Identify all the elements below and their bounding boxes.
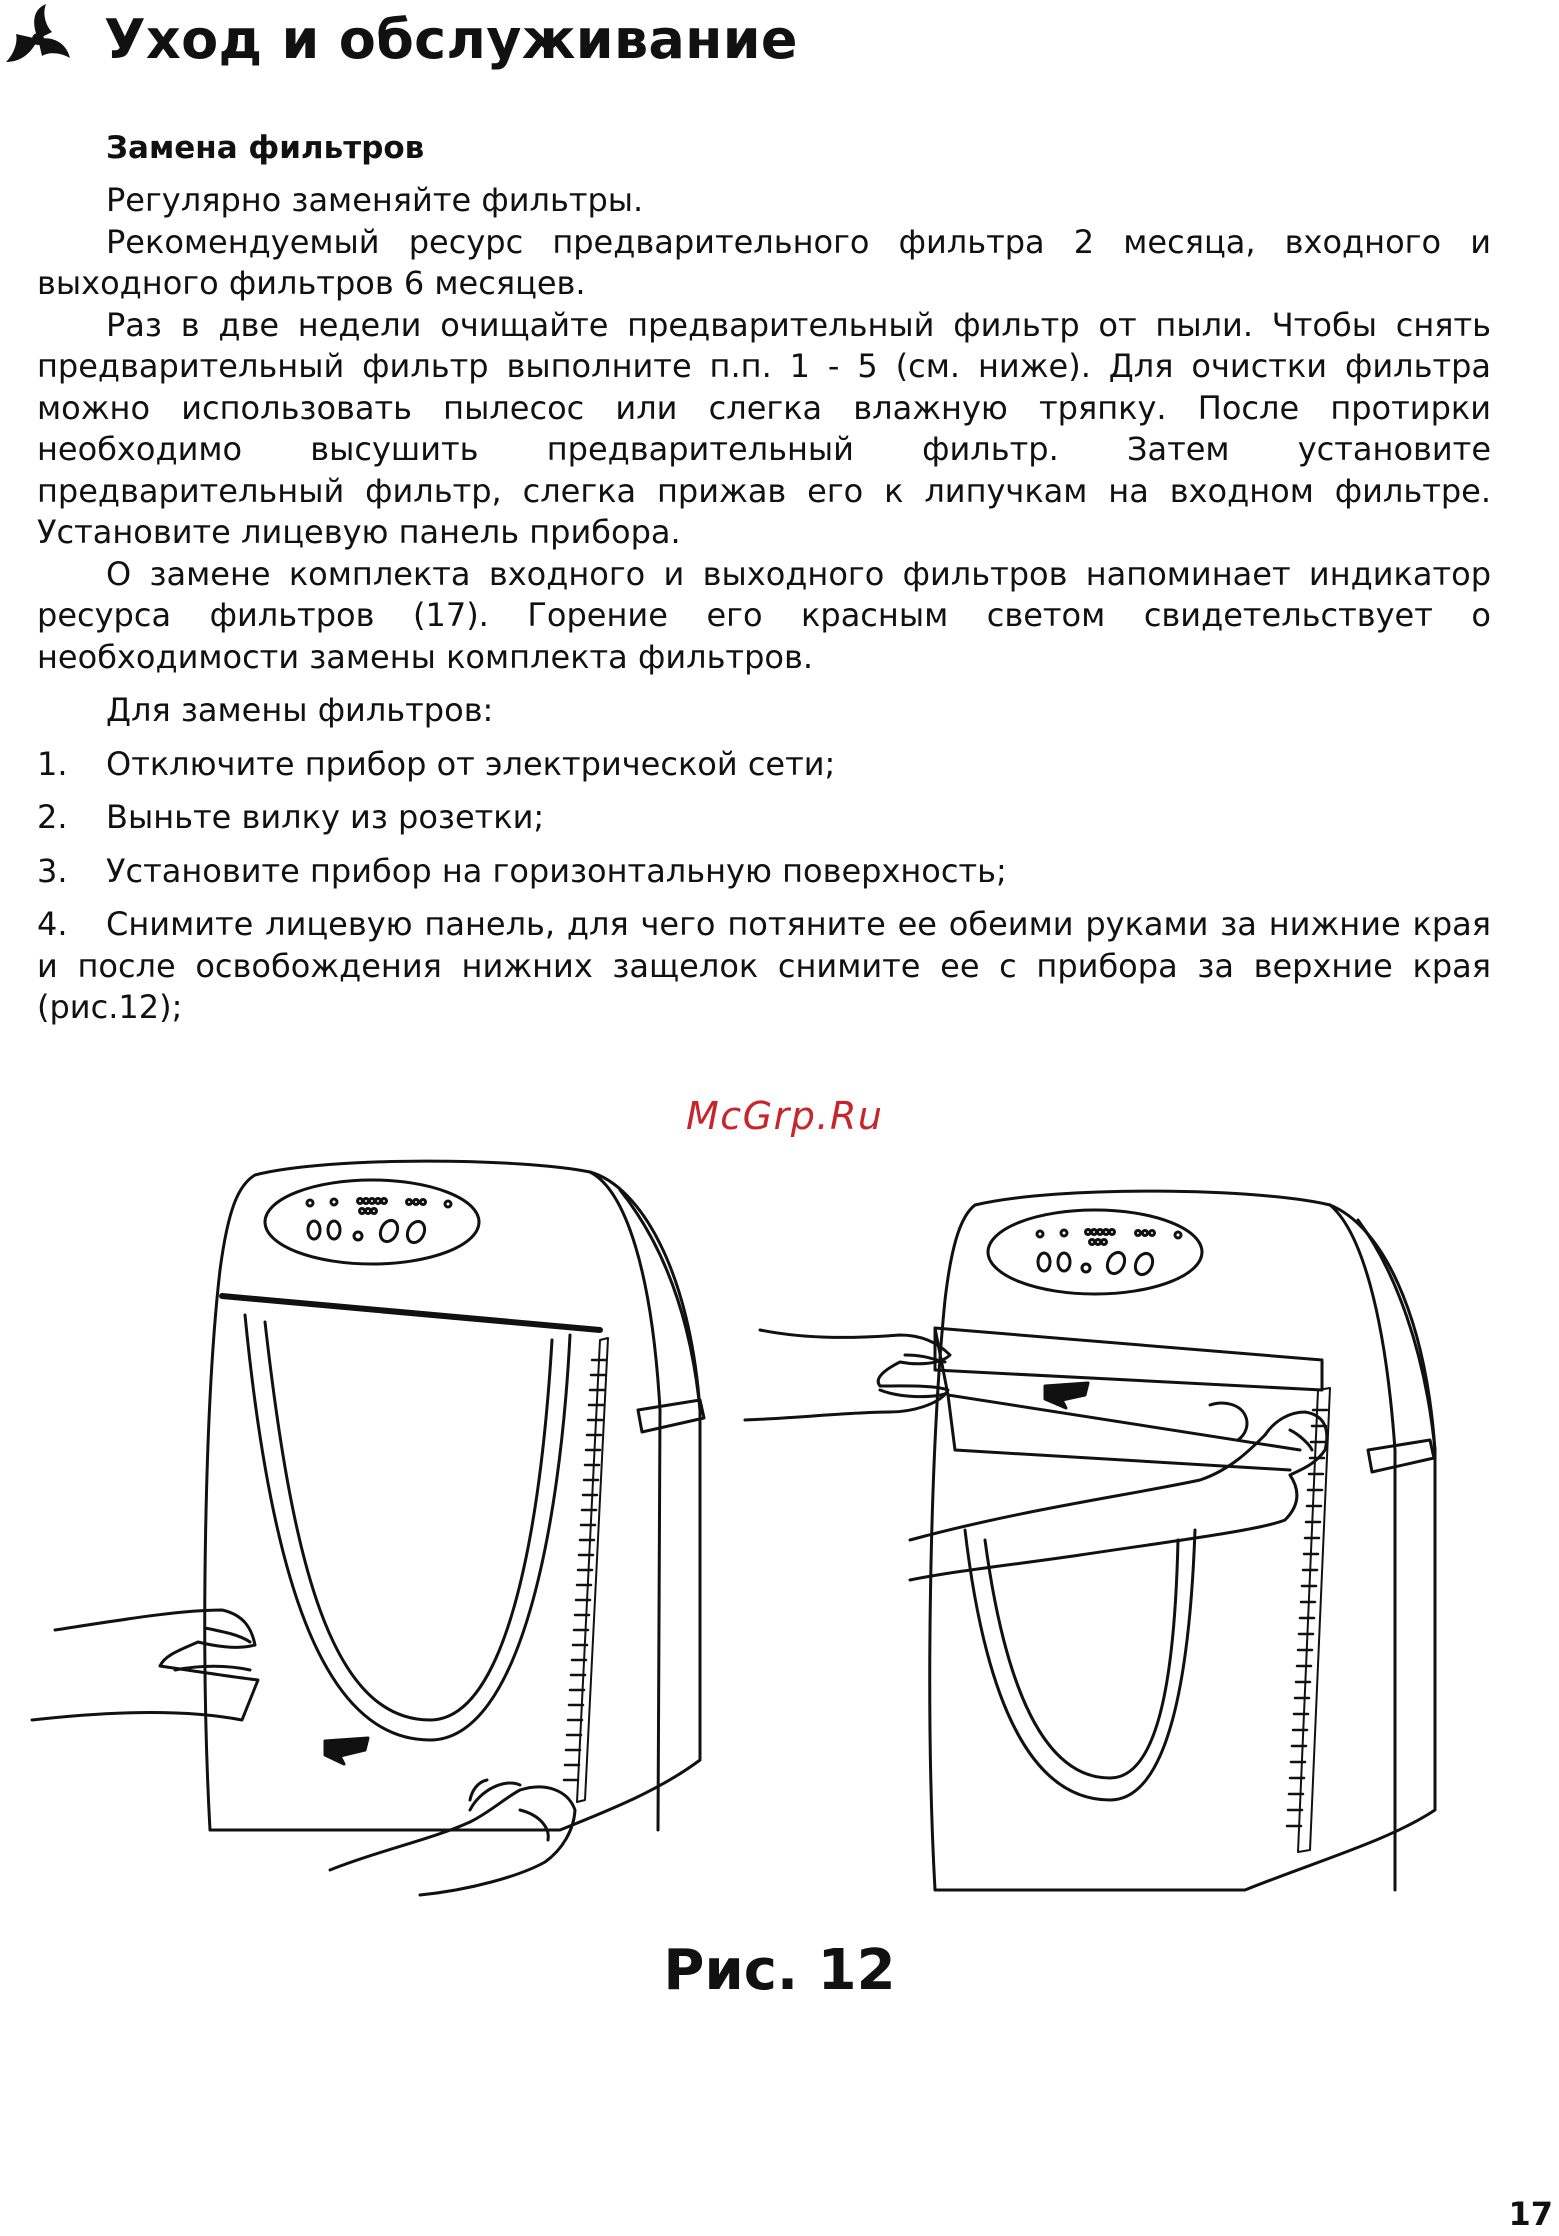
page-header xyxy=(0,0,1000,80)
step-text: Снимите лицевую панель, для чего потяните ее обеими руками за нижние края и после освобождения нижних защелок снимите ее с прибора за верхние края (рис.12); xyxy=(37,905,1491,1026)
list-item xyxy=(37,904,1491,1029)
step-text: Отключите прибор от электрической сети; xyxy=(106,744,836,783)
step-number: 4. xyxy=(37,905,68,943)
step-number: 3. xyxy=(37,851,68,890)
paragraph: Для замены фильтров: xyxy=(106,691,494,729)
list-item xyxy=(37,744,1491,786)
purifier-left-drawing xyxy=(32,1161,704,1895)
step-number: 1. xyxy=(37,744,68,783)
step-text: Установите прибор на горизонтальную поверхность; xyxy=(106,851,1007,890)
fan-swirl-icon xyxy=(2,2,74,76)
step-text: Выньте вилку из розетки; xyxy=(106,798,545,836)
figure-illustration xyxy=(0,1150,1559,1920)
section-filter-replacement xyxy=(37,124,1491,1041)
paragraph: Регулярно заменяйте фильтры. xyxy=(106,181,644,219)
paragraph: Раз в две недели очищайте предварительный фильтр от пыли. Чтобы снять предварительный фильтр выполните п.п. 1 - 5 (см. ниже). Для очистки фильтра можно использовать пылесос или слегка влажную тряпку. После протирки необходимо высушить предварительный фильтр. Затем установите предварительный фильтр, слегка прижав его к липучкам на входном фильтре. Установите лицевую панель прибора. xyxy=(37,305,1491,551)
list-item xyxy=(37,797,1491,839)
paragraph: Рекомендуемый ресурс предварительного фильтра 2 месяца, входного и выходного фильтров 6 месяцев. xyxy=(37,222,1491,302)
page-number: 17 xyxy=(1508,2195,1553,2233)
list-item xyxy=(37,851,1491,893)
watermark: McGrp.Ru xyxy=(686,1094,884,1138)
purifier-right-drawing xyxy=(745,1191,1435,1890)
page-title: Уход и обслуживание xyxy=(104,8,798,71)
paragraph: О замене комплекта входного и выходного фильтров напоминает индикатор ресурса фильтров (17). Горение его красным светом свидетельствует о необходимости замены комплекта фильтров. xyxy=(37,554,1491,676)
section-title: Замена фильтров xyxy=(106,130,425,166)
figure-caption: Рис. 12 xyxy=(663,1938,896,2003)
step-number: 2. xyxy=(37,798,68,836)
steps-list xyxy=(37,744,1491,1029)
